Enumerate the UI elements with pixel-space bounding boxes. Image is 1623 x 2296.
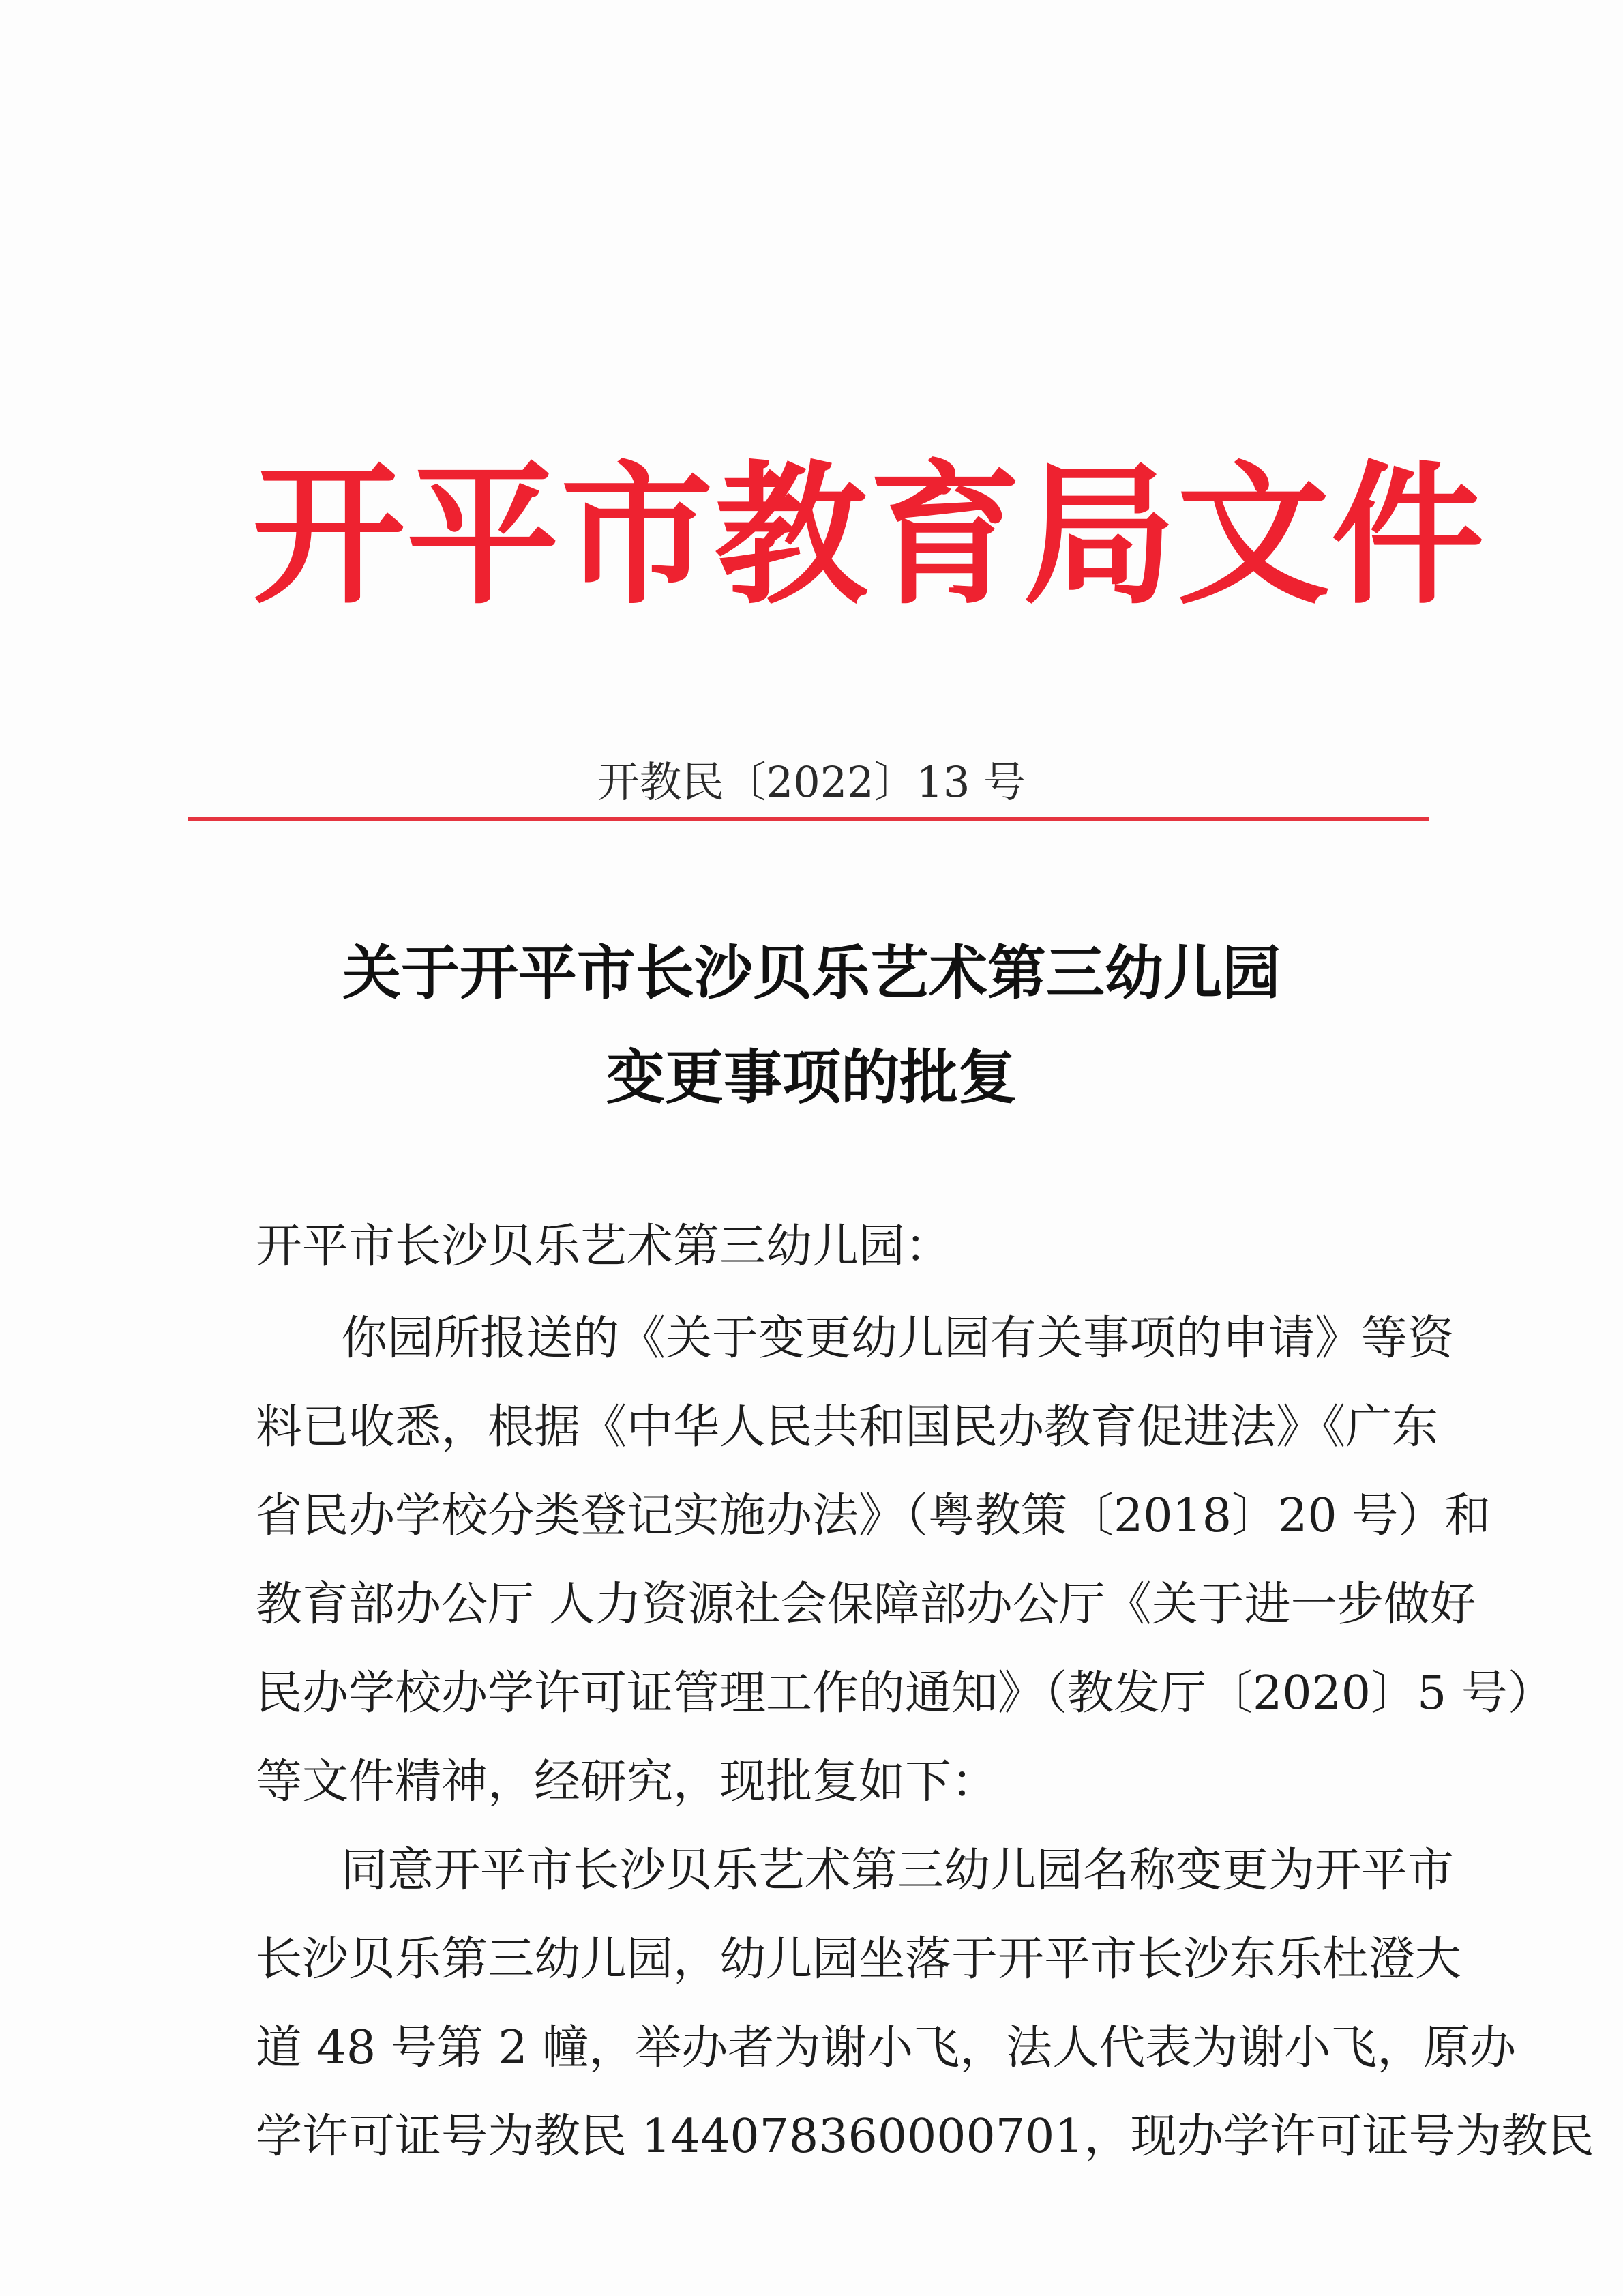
masthead-title: 开平市教育局文件 <box>252 445 1485 625</box>
body-line-8: 长沙贝乐第三幼儿园，幼儿园坐落于开平市长沙东乐杜澄大 <box>256 1932 1462 1986</box>
document-title-line-2: 变更事项的批复 <box>606 1043 1017 1112</box>
body-line-5: 民办学校办学许可证管理工作的通知》（教发厅〔2020〕5 号） <box>256 1666 1554 1720</box>
body-line-6: 等文件精神，经研究，现批复如下： <box>256 1755 998 1809</box>
body-line-3: 省民办学校分类登记实施办法》（粤教策〔2018〕20 号）和 <box>256 1489 1491 1543</box>
document-number: 开教民〔2022〕13 号 <box>597 757 1026 807</box>
body-line-10: 学许可证号为教民 144078360000701，现办学许可证号为教民 <box>256 2110 1594 2164</box>
body-line-4: 教育部办公厅 人力资源社会保障部办公厅《关于进一步做好 <box>256 1578 1476 1632</box>
body-line-2: 料已收悉，根据《中华人民共和国民办教育促进法》《广东 <box>256 1400 1439 1454</box>
document-title-line-1: 关于开平市长沙贝乐艺术第三幼儿园 <box>342 939 1281 1007</box>
body-line-9: 道 48 号第 2 幢，举办者为谢小飞，法人代表为谢小飞，原办 <box>256 2021 1517 2075</box>
red-divider-rule <box>188 817 1429 821</box>
body-line-1: 你园所报送的《关于变更幼儿园有关事项的申请》等资 <box>341 1312 1455 1366</box>
body-line-7: 同意开平市长沙贝乐艺术第三幼儿园名称变更为开平市 <box>341 1844 1455 1898</box>
addressee: 开平市长沙贝乐艺术第三幼儿园： <box>256 1220 952 1274</box>
